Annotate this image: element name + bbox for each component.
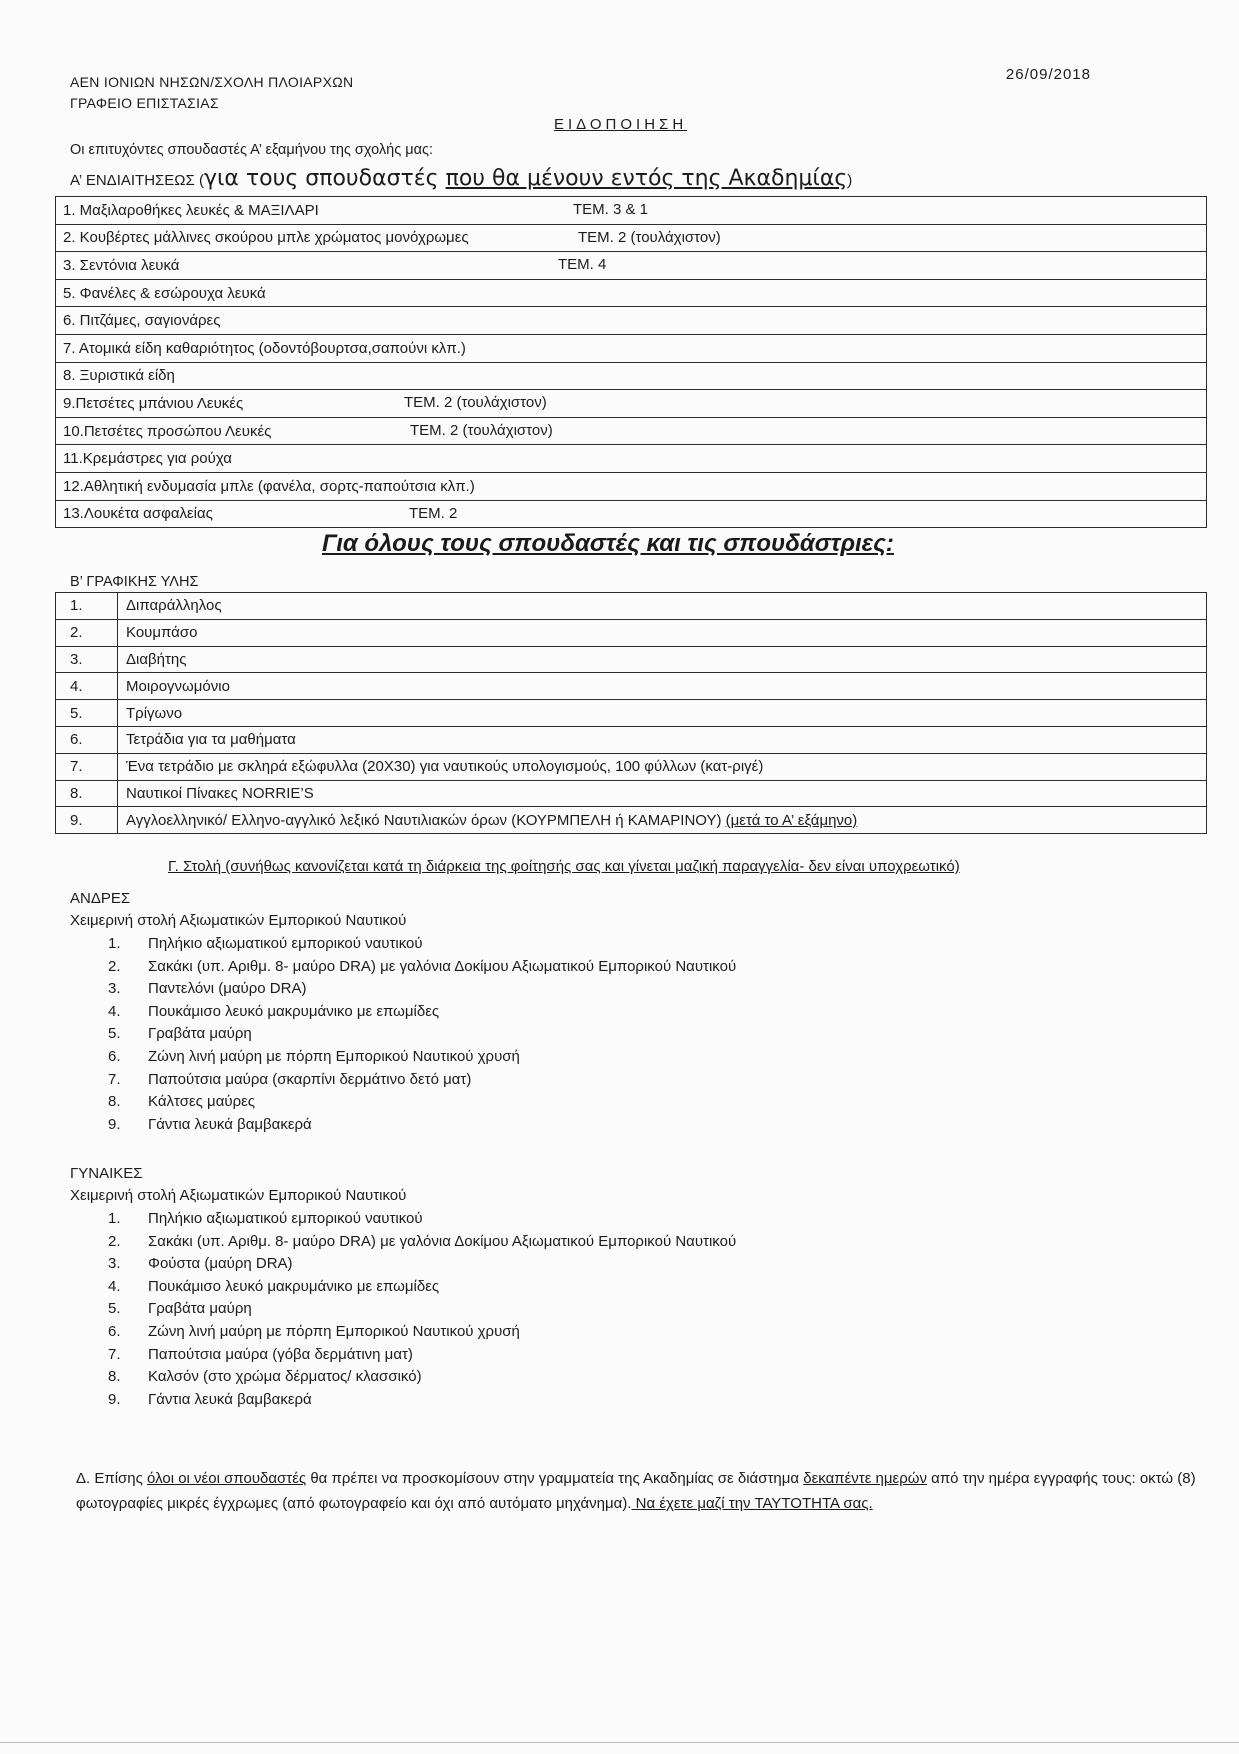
item-text: Φούστα (μαύρη DRA)	[148, 1255, 293, 1273]
item-text: Καλσόν (στο χρώμα δέρματος/ κλασσικό)	[148, 1368, 422, 1386]
table-row	[56, 197, 1207, 225]
all-students-title: Για όλους τους σπουδαστές και τις σπουδάστριες:	[322, 530, 894, 557]
section-d-paragraph	[76, 1466, 1196, 1516]
men-uniform-list	[108, 935, 736, 1138]
list-item	[108, 935, 736, 958]
table-row	[56, 390, 1207, 418]
item-text: Διπαράλληλος	[118, 593, 1207, 620]
item-number: 8.	[108, 1093, 121, 1111]
item-text: Γραβάτα μαύρη	[148, 1300, 252, 1318]
section-d-emphasis-days: δεκαπέντε ημερών	[803, 1470, 927, 1487]
item-number: 3.	[56, 646, 118, 673]
item-number: 7.	[108, 1070, 121, 1088]
item-number: 9.	[108, 1390, 121, 1408]
item-number: 6.	[56, 726, 118, 753]
table-row	[56, 362, 1207, 390]
list-item	[108, 1346, 736, 1369]
item-note: (μετά το Α’ εξάμηνο)	[725, 811, 858, 829]
list-item	[108, 1025, 736, 1048]
item-text: 10.Πετσέτες προσώπου Λευκές	[63, 422, 272, 440]
table-row	[56, 753, 1207, 780]
item-number: 1.	[108, 1210, 121, 1227]
item-number: 7.	[56, 753, 118, 780]
table-row	[56, 646, 1207, 673]
item-number: 5.	[108, 1300, 121, 1318]
list-item	[108, 958, 736, 981]
item-number: 1.	[56, 593, 118, 620]
list-item	[108, 1233, 736, 1256]
section-d-photos: οκτώ (8) φωτογραφίες μικρές έγχρωμες (από φωτογραφείο και όχι από αυτόματο μηχάνημα).	[76, 1470, 1196, 1512]
item-quantity: ΤΕΜ. 2	[409, 504, 458, 522]
section-a-close: )	[847, 172, 853, 189]
list-item	[108, 1003, 736, 1026]
item-quantity: ΤΕΜ. 2 (τουλάχιστον)	[404, 394, 547, 412]
table-row	[56, 673, 1207, 700]
section-a-table	[55, 196, 1207, 528]
table-row	[56, 279, 1207, 307]
table-row	[56, 619, 1207, 646]
women-label: ΓΥΝΑΙΚΕΣ	[70, 1165, 143, 1182]
item-text: 1. Μαξιλαροθήκες λευκές & ΜΑΞΙΛΑΡΙ	[63, 201, 319, 219]
item-text: 13.Λουκέτα ασφαλείας	[63, 505, 213, 523]
list-item	[108, 1048, 736, 1071]
section-c-title: Γ. Στολή (συνήθως κανονίζεται κατά τη διάρκεια της φοίτησής σας και γίνεται μαζική παραγγελία- δεν είναι υποχρεωτικό)	[168, 858, 960, 875]
item-text: Τετράδια για τα μαθήματα	[118, 726, 1207, 753]
table-row	[56, 807, 1207, 834]
list-item	[108, 1116, 736, 1139]
item-number: 4.	[108, 1277, 121, 1295]
table-row	[56, 445, 1207, 473]
item-text: Γραβάτα μαύρη	[148, 1025, 252, 1043]
office-name: ΓΡΑΦΕΙΟ ΕΠΙΣΤΑΣΙΑΣ	[70, 95, 219, 111]
list-item	[108, 1323, 736, 1346]
intro-text: Οι επιτυχόντες σπουδαστές Α’ εξαμήνου της σχολής μας:	[70, 142, 433, 158]
item-number: 2.	[56, 619, 118, 646]
item-text: 5. Φανέλες & εσώρουχα λευκά	[63, 284, 266, 302]
item-number: 8.	[108, 1368, 121, 1386]
item-quantity: ΤΕΜ. 2 (τουλάχιστον)	[578, 228, 721, 246]
table-row	[56, 334, 1207, 362]
section-d-text: Δ. Επίσης	[76, 1470, 148, 1487]
section-d-id-card: Να έχετε μαζί την ΤΑΥΤΟΤΗΤΑ σας.	[631, 1495, 873, 1512]
table-row	[56, 224, 1207, 252]
item-text: 9.Πετσέτες μπάνιου Λευκές	[63, 394, 244, 412]
table-row	[56, 780, 1207, 807]
men-subtitle: Χειμερινή στολή Αξιωματικών Εμπορικού Ναυτικού	[70, 912, 407, 929]
item-text: 6. Πιτζάμες, σαγιονάρες	[63, 312, 221, 330]
item-text: Ζώνη λινή μαύρη με πόρπη Εμπορικού Ναυτικού χρυσή	[148, 1047, 520, 1065]
table-row	[56, 307, 1207, 335]
item-quantity: ΤΕΜ. 3 & 1	[573, 201, 649, 218]
item-number: 1.	[108, 935, 121, 952]
item-quantity: ΤΕΜ. 4	[558, 256, 607, 274]
item-text: Κουμπάσο	[118, 619, 1207, 646]
item-number: 4.	[56, 673, 118, 700]
item-text: Πουκάμισο λευκό μακρυμάνικο με επωμίδες	[148, 1277, 440, 1295]
item-number: 3.	[108, 1255, 121, 1273]
table-row	[56, 252, 1207, 280]
item-text: Τρίγωνο	[118, 700, 1207, 727]
item-text: 11.Κρεμάστρες για ρούχα	[63, 450, 232, 468]
table-row	[56, 593, 1207, 620]
item-number: 4.	[108, 1002, 121, 1020]
item-text: Σακάκι (υπ. Αριθμ. 8- μαύρο DRA) με γαλόνια Δοκίμου Αξιωματικού Εμπορικού Ναυτικού	[148, 1232, 737, 1250]
item-text: Ένα τετράδιο με σκληρά εξώφυλλα (20Χ30) για ναυτικούς υπολογισμούς, 100 φύλλων (κατ-ριγέ)	[118, 753, 1207, 780]
item-text: Πουκάμισο λευκό μακρυμάνικο με επωμίδες	[148, 1002, 440, 1020]
item-text: Γάντια λευκά βαμβακερά	[148, 1115, 312, 1133]
list-item	[108, 980, 736, 1003]
item-number: 2.	[108, 1232, 121, 1250]
item-number: 3.	[108, 980, 121, 998]
item-number: 5.	[108, 1025, 121, 1043]
women-uniform-list	[108, 1210, 736, 1413]
section-a-label: Α’ ΕΝΔΙΑΙΤΗΣΕΩΣ (	[70, 172, 204, 189]
table-row	[56, 472, 1207, 500]
item-quantity: ΤΕΜ. 2 (τουλάχιστον)	[410, 421, 553, 439]
item-text: 2. Κουβέρτες μάλλινες σκούρου μπλε χρώματος μονόχρωμες	[63, 229, 469, 247]
document-date: 26/09/2018	[1005, 66, 1091, 83]
table-row	[56, 500, 1207, 528]
section-b-table	[55, 592, 1207, 834]
list-item	[108, 1071, 736, 1094]
item-number: 5.	[56, 700, 118, 727]
section-d-text: θα πρέπει να προσκομίσουν στην γραμματεία της Ακαδημίας σε διάστημα	[306, 1470, 804, 1487]
item-text: Παντελόνι (μαύρο DRA)	[148, 980, 307, 998]
item-text: Μοιρογνωμόνιο	[118, 673, 1207, 700]
section-a-audience-underlined: που θα μένουν εντός της Ακαδημίας	[445, 166, 848, 191]
list-item	[108, 1391, 736, 1414]
item-number: 6.	[108, 1047, 121, 1065]
women-subtitle: Χειμερινή στολή Αξιωματικών Εμπορικού Ναυτικού	[70, 1187, 407, 1204]
section-d-text: από την ημέρα εγγραφής τους:	[926, 1470, 1140, 1487]
item-text: 3. Σεντόνια λευκά	[63, 256, 180, 274]
item-text: Κάλτσες μαύρες	[148, 1093, 256, 1111]
item-text: Πηλήκιο αξιωματικού εμπορικού ναυτικού	[148, 1210, 423, 1227]
section-a-audience: για τους σπουδαστές	[203, 166, 446, 191]
table-row	[56, 726, 1207, 753]
list-item	[108, 1255, 736, 1278]
list-item	[108, 1278, 736, 1301]
item-text: Σακάκι (υπ. Αριθμ. 8- μαύρο DRA) με γαλόνια Δοκίμου Αξιωματικού Εμπορικού Ναυτικού	[148, 957, 737, 975]
item-text: Ζώνη λινή μαύρη με πόρπη Εμπορικού Ναυτικού χρυσή	[148, 1322, 520, 1340]
item-text: Διαβήτης	[118, 646, 1207, 673]
item-number: 8.	[56, 780, 118, 807]
item-text: Γάντια λευκά βαμβακερά	[148, 1390, 312, 1408]
list-item	[108, 1368, 736, 1391]
item-text: Παπούτσια μαύρα (σκαρπίνι δερμάτινο δετό ματ)	[148, 1070, 472, 1088]
table-row	[56, 700, 1207, 727]
section-d-emphasis-students: όλοι οι νέοι σπουδαστές	[147, 1470, 307, 1487]
table-row	[56, 417, 1207, 445]
item-text: Παπούτσια μαύρα (γόβα δερμάτινη ματ)	[148, 1345, 413, 1363]
item-number: 9.	[56, 807, 118, 834]
scan-edge-divider	[0, 1742, 1239, 1743]
list-item	[108, 1210, 736, 1233]
item-text: 8. Ξυριστικά είδη	[63, 367, 175, 385]
item-number: 7.	[108, 1345, 121, 1363]
list-item	[108, 1093, 736, 1116]
item-text: Πηλήκιο αξιωματικού εμπορικού ναυτικού	[148, 935, 423, 952]
section-b-heading: Β’ ΓΡΑΦΙΚΗΣ ΥΛΗΣ	[70, 574, 199, 590]
item-text: Ναυτικοί Πίνακες NORRIE’S	[118, 780, 1207, 807]
item-number: 2.	[108, 957, 121, 975]
organization-name: ΑΕΝ ΙΟΝΙΩΝ ΝΗΣΩΝ/ΣΧΟΛΗ ΠΛΟΙΑΡΧΩΝ	[70, 74, 354, 90]
notice-title: ΕΙΔΟΠΟΙΗΣΗ	[554, 116, 688, 133]
item-number: 6.	[108, 1322, 121, 1340]
item-number: 9.	[108, 1115, 121, 1133]
item-text: 12.Αθλητική ενδυμασία μπλε (φανέλα, σορτς-παπούτσια κλπ.)	[63, 477, 475, 495]
item-text: 7. Ατομικά είδη καθαριότητος (οδοντόβουρτσα,σαπούνι κλπ.)	[63, 339, 466, 357]
men-label: ΑΝΔΡΕΣ	[70, 890, 131, 907]
section-a-heading	[70, 166, 852, 191]
item-text: Αγγλοελληνικό/ Ελληνο-αγγλικό λεξικό Ναυτιλιακών όρων (ΚΟΥΡΜΠΕΛΗ ή ΚΑΜΑΡΙΝΟΥ)	[126, 811, 726, 829]
list-item	[108, 1300, 736, 1323]
